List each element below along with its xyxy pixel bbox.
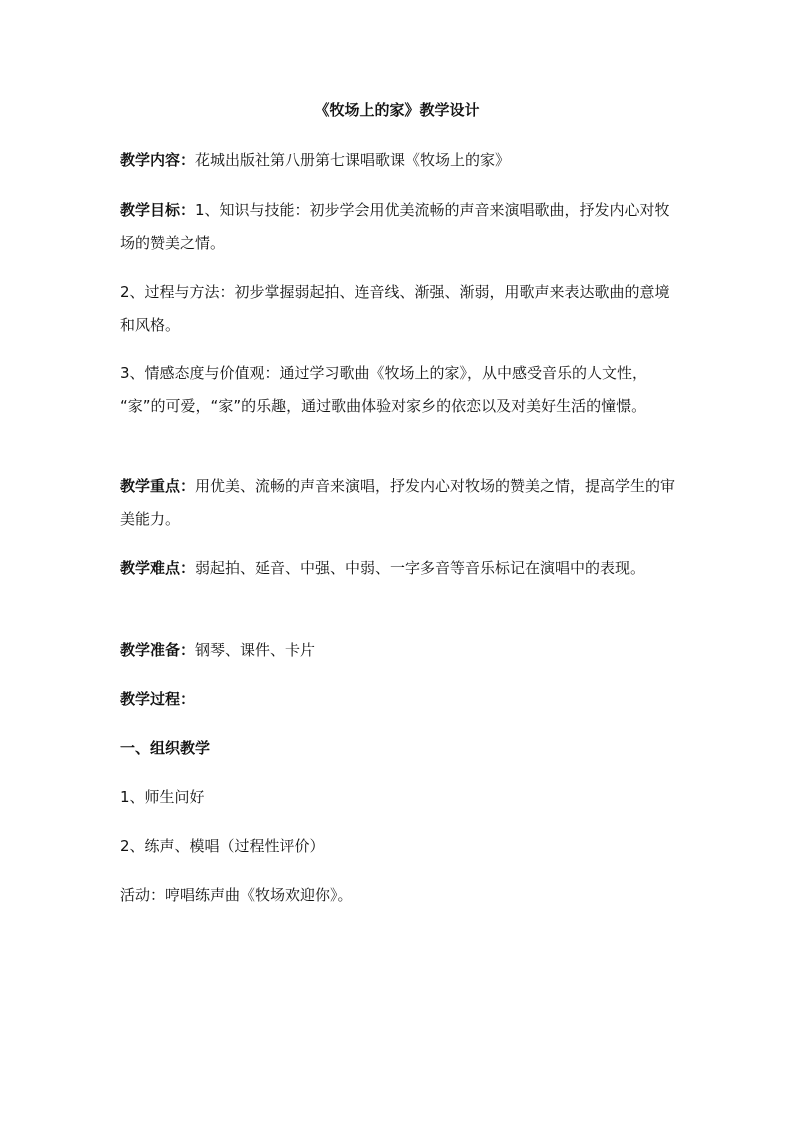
difficulties-paragraph [120, 552, 680, 585]
teaching-content-text: 花城出版社第八册第七课唱歌课《牧场上的家》 [195, 151, 511, 169]
section-1-item-2: 2、练声、模唱（过程性评价） [120, 837, 325, 855]
preparation-text: 钢琴、课件、卡片 [195, 641, 316, 659]
document-title: 《牧场上的家》教学设计 [314, 101, 480, 119]
goal-process-paragraph: 2、过程与方法：初步掌握弱起拍、连音线、渐强、渐弱，用歌声来表达歌曲的意境和风格。 [120, 283, 670, 334]
teaching-goals-paragraph [120, 194, 680, 260]
section-1-item-1: 1、师生问好 [120, 788, 205, 806]
difficulties-text: 弱起拍、延音、中强、中弱、一字多音等音乐标记在演唱中的表现。 [195, 559, 646, 577]
key-points-label: 教学重点： [120, 477, 196, 495]
section-1-heading: 一、组织教学 [120, 739, 211, 757]
preparation-paragraph [120, 634, 680, 667]
key-points-paragraph [120, 470, 680, 536]
goal-attitude-paragraph: 3、情感态度与价值观：通过学习歌曲《牧场上的家》，从中感受音乐的人文性， “家”的可爱，“家”的乐趣，通过歌曲体验对家乡的依恋以及对美好生活的憧憬。 [120, 364, 648, 415]
preparation-label: 教学准备： [120, 641, 196, 659]
section-1-activity: 活动：哼唱练声曲《牧场欢迎你》。 [120, 886, 353, 904]
teaching-content-label: 教学内容： [120, 151, 196, 169]
goal-knowledge-text: 1、知识与技能：初步学会用优美流畅的声音来演唱歌曲，抒发内心对牧场的赞美之情。 [120, 201, 670, 252]
teaching-goals-label: 教学目标： [120, 201, 196, 219]
teaching-content-paragraph [120, 144, 680, 177]
process-heading: 教学过程： [120, 690, 196, 708]
difficulties-label: 教学难点： [120, 559, 196, 577]
key-points-text: 用优美、流畅的声音来演唱，抒发内心对牧场的赞美之情，提高学生的审美能力。 [120, 477, 676, 528]
